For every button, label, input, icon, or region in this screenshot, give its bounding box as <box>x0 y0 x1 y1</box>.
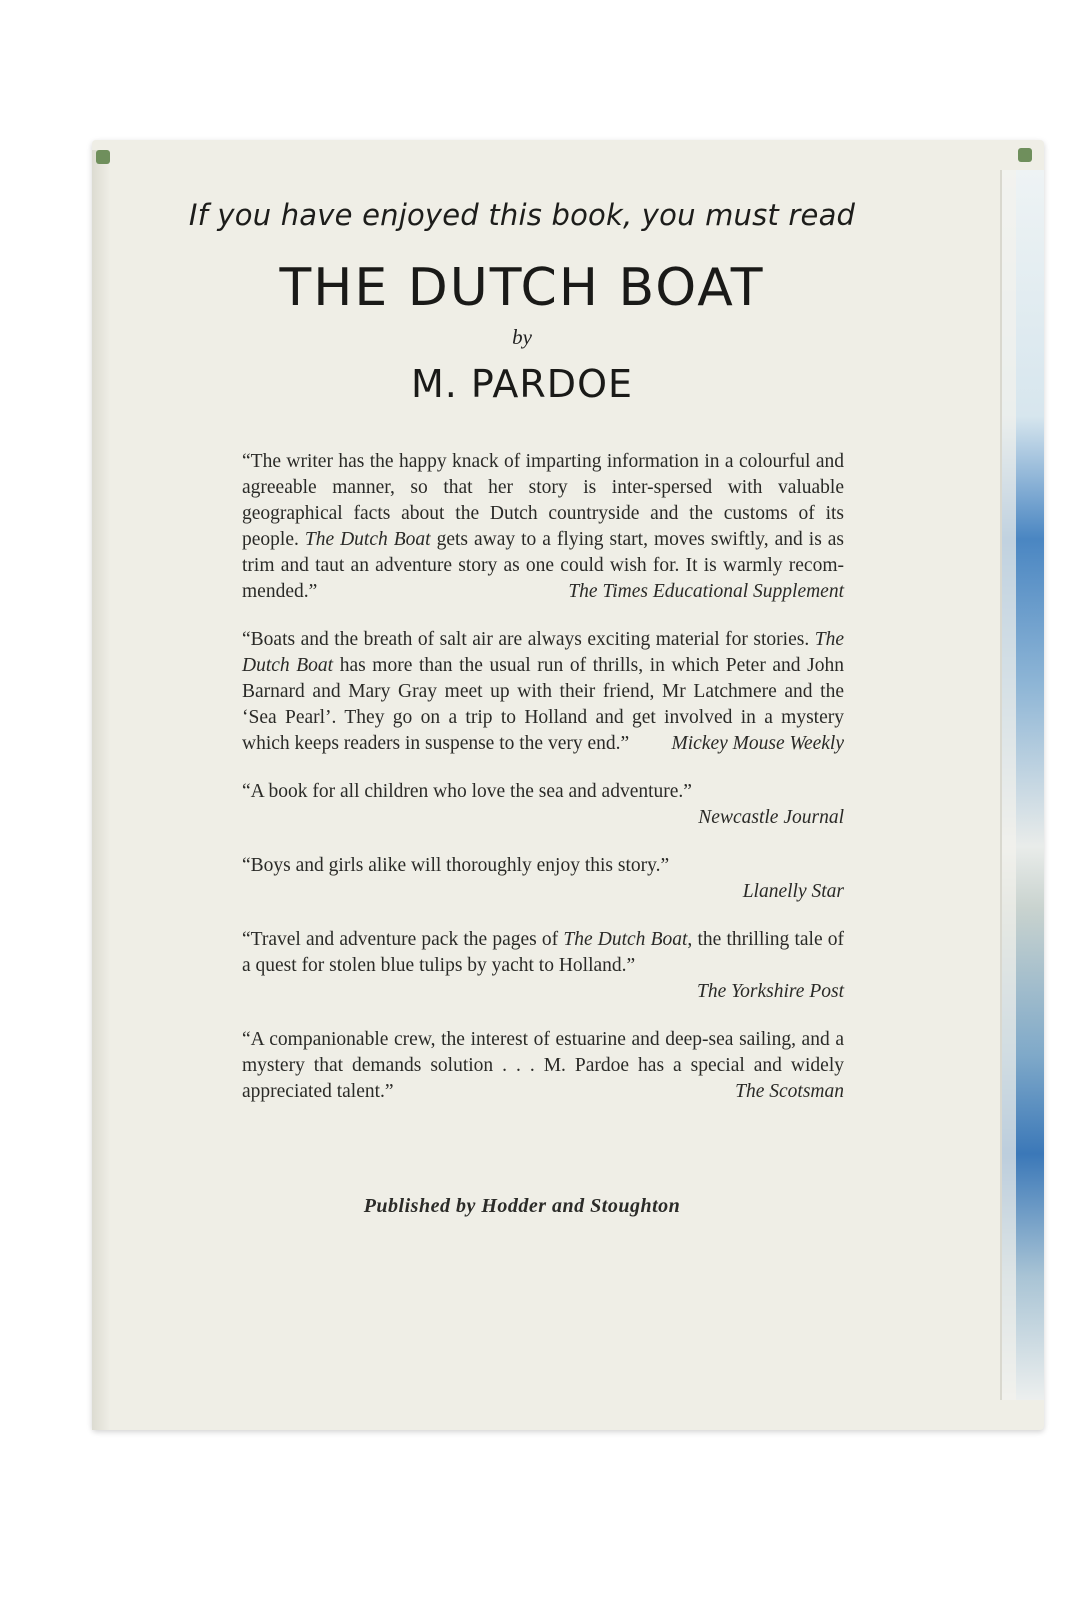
review-text: “Travel and adventure pack the pages of The Dutch Boat, the thrilling tale of a quest for stolen blue tulips by yacht to Holland.” <box>242 929 845 976</box>
review-text: “A companionable crew, the interest of estuarine and deep-sea sailing, and a mystery that demands solution . . . M. Pardoe has a special and widely appreciated talent.” The Scotsman <box>242 1027 844 1105</box>
review-quote <box>242 449 844 605</box>
review-source: The Yorkshire Post <box>697 981 844 1002</box>
review-book-title: The Dutch Boat <box>563 929 688 950</box>
worn-corner-mark <box>1018 148 1032 162</box>
review-text: “Boys and girls alike will thoroughly enjoy this story.” <box>242 855 670 876</box>
review-text: “A book for all children who love the sea and adventure.” <box>242 781 692 802</box>
tagline: If you have enjoyed this book, you must read <box>188 198 856 232</box>
review-book-title: The Dutch Boat <box>304 529 431 550</box>
by-line: by <box>512 325 532 349</box>
review-text: “The writer has the happy knack of imparting information in a colourful and agreeable manner, so that her story is inter-spersed with valuable geographical facts about the Dutch countryside and the customs of its people. The Dutch Boat gets away to a flying start, moves swiftly, and is as trim and taut an adventure story as one could wish for. It is warmly recom-mended.” The Times Educational Supplement <box>242 449 844 605</box>
review-quote <box>242 853 844 905</box>
review-source: The Times Educational Supplement <box>568 581 844 602</box>
review-source: The Scotsman <box>735 1081 844 1102</box>
review-source: Llanelly Star <box>742 881 844 902</box>
review-quote <box>242 627 844 757</box>
worn-corner-mark <box>96 150 110 164</box>
review-text: “Boats and the breath of salt air are always exciting material for stories. The Dutch Boat has more than the usual run of thrills, in which Peter and John Barnard and Mary Gray meet up with their friend, Mr Latchmere and the ‘Sea Pearl’. They go on a trip to Holland and get involved in a mystery which keeps readers in suspense to the very end.” Mickey Mouse Weekly <box>242 627 844 757</box>
review-source: Mickey Mouse Weekly <box>671 733 844 754</box>
publisher-line: Published by Hodder and Stoughton <box>363 1195 681 1217</box>
review-quote <box>242 1027 844 1105</box>
review-list <box>242 449 844 1127</box>
review-book-title: The Dutch Boat <box>242 629 844 676</box>
review-quote <box>242 927 844 1005</box>
book-title: THE DUTCH BOAT <box>279 258 765 318</box>
review-source: Newcastle Journal <box>698 807 844 828</box>
review-quote <box>242 779 844 831</box>
front-cover-flap-edge <box>1000 170 1044 1400</box>
author-name: M. PARDOE <box>410 362 633 406</box>
